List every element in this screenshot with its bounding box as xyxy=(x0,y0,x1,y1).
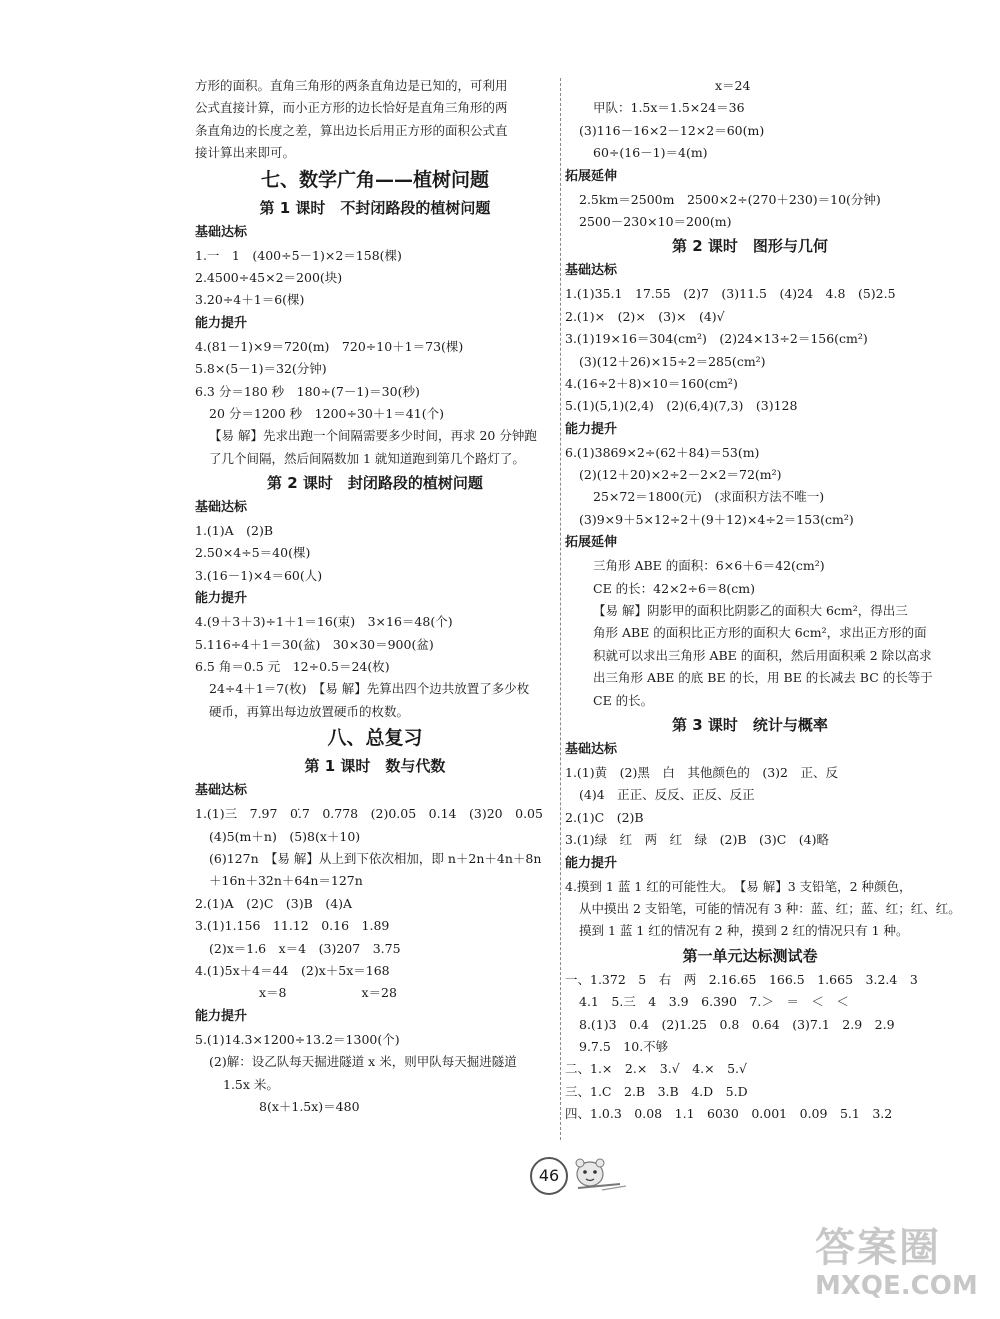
answer-line: x＝24 xyxy=(715,78,751,93)
answer-line: 5.(1)14.3×1200÷13.2＝1300(个) xyxy=(195,1031,400,1047)
answer-line: 1.一 1 (400÷5－1)×2＝158(棵) xyxy=(195,247,402,263)
section-heading: 能力提升 xyxy=(195,315,248,331)
intro-line: 条直角边的长度之差，算出边长后用正方形的面积公式直 xyxy=(195,122,508,138)
watermark-text-top: 答案圈 xyxy=(815,1225,941,1271)
answer-line: (2)解：设乙队每天掘进隧道 x 米，则甲队每天掘进隧道 xyxy=(209,1054,517,1070)
answer-line: 4.1 5.三 4 3.9 6.390 7.＞ ＝ ＜ ＜ xyxy=(579,994,849,1010)
answer-line: 一、1.372 5 右 两 2.16.65 166.5 1.665 3.2.4 3 xyxy=(565,971,918,987)
answer-line: 8.(1)3 0.4 (2)1.25 0.8 0.64 (3)7.1 2.9 2.9 xyxy=(579,1016,895,1032)
answer-line: (4)5(m＋n) (5)8(x＋10) xyxy=(209,828,361,844)
explanation-line: 【易 解】先求出跑一个间隔需要多少时间，再求 20 分钟跑 xyxy=(209,428,537,444)
lesson-title: 第 3 课时 统计与概率 xyxy=(672,715,828,734)
column-divider xyxy=(560,78,561,1140)
section-heading: 基础达标 xyxy=(565,741,618,757)
answer-line: 25×72＝1800(元) (求面积方法不唯一) xyxy=(593,489,825,505)
watermark-logo xyxy=(815,1225,995,1315)
answer-line: 6.5 角＝0.5 元 12÷0.5＝24(枚) xyxy=(195,659,390,675)
answer-line: (3)(12＋26)×15÷2＝285(cm²) xyxy=(579,353,766,369)
answer-line: 3.(1)1.156 11.12 0.16 1.89 xyxy=(195,918,390,934)
section-heading: 基础达标 xyxy=(565,263,618,279)
answer-line: 5.8×(5－1)＝32(分钟) xyxy=(195,361,327,377)
explanation-line: 从中摸出 2 支铅笔，可能的情况有 3 种：蓝、红；蓝、红；红、红。 xyxy=(579,900,961,916)
answer-line: 2.5km＝2500m 2500×2÷(270＋230)＝10(分钟) xyxy=(579,191,881,207)
page-number: 46 xyxy=(530,1157,568,1195)
answer-line: 2.(1)A (2)C (3)B (4)A xyxy=(195,895,353,911)
answer-line: 三角形 ABE 的面积：6×6＋6＝42(cm²) xyxy=(593,558,825,574)
section-heading: 能力提升 xyxy=(195,591,248,607)
answer-line: 60÷(16－1)＝4(m) xyxy=(593,145,708,161)
explanation-line: 【易 解】阴影甲的面积比阴影乙的面积大 6cm²，得出三 xyxy=(593,603,908,619)
answer-line: 4.(1)5x＋4＝44 (2)x＋5x＝168 xyxy=(195,962,390,978)
answer-line: 9.7.5 10.不够 xyxy=(579,1038,669,1054)
chapter-title: 七、数学广角——植树问题 xyxy=(260,168,489,191)
answer-line: 4.(16÷2＋8)×10＝160(cm²) xyxy=(565,375,738,391)
answer-line: 1.(1)A (2)B xyxy=(195,523,274,539)
lesson-title: 第 1 课时 不封闭路段的植树问题 xyxy=(259,198,491,217)
lesson-title: 第 2 课时 封闭路段的植树问题 xyxy=(267,474,483,493)
answer-line: (2)(12＋20)×2÷2－2×2＝72(m²) xyxy=(579,467,782,483)
explanation-line: 了几个间隔，然后间隔数加 1 就知道跑到第几个路灯了。 xyxy=(209,450,525,466)
mascot-icon xyxy=(568,1150,628,1196)
answer-line: 20 分＝1200 秒 1200÷30＋1＝41(个) xyxy=(209,405,444,421)
answer-line: 2.(1)× (2)× (3)× (4)√ xyxy=(565,308,725,324)
answer-line: (4)4 正正、反反、正反、反正 xyxy=(579,787,755,803)
answer-line: 24÷4＋1＝7(枚) 【易 解】先算出四个边共放置了多少枚 xyxy=(209,681,530,697)
answer-line: 8(x＋1.5x)＝480 xyxy=(259,1098,360,1114)
watermark-text-bottom: MXQE.COM xyxy=(815,1271,978,1301)
section-heading: 拓展延伸 xyxy=(565,535,618,551)
answer-line: 2.4500÷45×2＝200(块) xyxy=(195,269,343,285)
answer-line: (3)116－16×2－12×2＝60(m) xyxy=(579,122,765,138)
answer-line: 3.20÷4＋1＝6(棵) xyxy=(195,292,305,308)
explanation-line: 积就可以求出三角形 ABE 的面积，然后用面积乘 2 除以高求 xyxy=(593,647,932,663)
answer-line: (2)x＝1.6 x＝4 (3)207 3.75 xyxy=(209,940,401,956)
section-heading: 能力提升 xyxy=(565,855,618,871)
answer-line: 2.(1)C (2)B xyxy=(565,809,644,825)
answer-line: 1.(1)黄 (2)黑 白 其他颜色的 (3)2 正、反 xyxy=(565,764,838,780)
section-heading: 基础达标 xyxy=(195,224,248,240)
section-heading: 基础达标 xyxy=(195,783,248,799)
answer-line: 3.(1)绿 红 两 红 绿 (2)B (3)C (4)略 xyxy=(565,832,830,848)
answer-line: (3)9×9＋5×12÷2＋(9＋12)×4÷2＝153(cm²) xyxy=(579,511,854,527)
lesson-title: 第 1 课时 数与代数 xyxy=(304,757,446,776)
answer-line: 1.(1)35.1 17.55 (2)7 (3)11.5 (4)24 4.8 (5)2.5 xyxy=(565,286,896,302)
answer-line: 1.(1)三 7.97 0.̇7 0.778 (2)0.05 0.14 (3)20 0.05 xyxy=(195,806,543,822)
answer-line: 四、1.0.3 0.08 1.1 6030 0.001 0.09 5.1 3.2 xyxy=(565,1106,893,1122)
answer-line: 2500－230×10＝200(m) xyxy=(579,213,732,229)
answer-line: 3.(1)19×16＝304(cm²) (2)24×13÷2＝156(cm²) xyxy=(565,331,868,347)
lesson-title: 第 2 课时 图形与几何 xyxy=(672,237,828,256)
answer-line: ＋16n＋32n＋64n＝127n xyxy=(209,873,363,889)
answer-line: 二、1.× 2.× 3.√ 4.× 5.√ xyxy=(565,1061,747,1077)
explanation-line: CE 的长。 xyxy=(593,692,654,708)
intro-line: 公式直接计算，而小正方形的边长恰好是直角三角形的两 xyxy=(195,100,508,116)
intro-line: 方形的面积。直角三角形的两条直角边是已知的，可利用 xyxy=(195,78,508,93)
section-heading: 基础达标 xyxy=(195,500,248,516)
section-heading: 能力提升 xyxy=(565,421,618,437)
section-heading: 能力提升 xyxy=(195,1008,248,1024)
answer-line: 2.50×4÷5＝40(棵) xyxy=(195,545,311,561)
answer-line: 4.(81－1)×9＝720(m) 720÷10＋1＝73(棵) xyxy=(195,338,464,354)
answer-line: 1.5x 米。 xyxy=(223,1076,279,1092)
answer-line: 4.(9＋3＋3)÷1＋1＝16(束) 3×16＝48(个) xyxy=(195,614,453,630)
explanation-line: 摸到 1 蓝 1 红的情况有 2 种，摸到 2 红的情况只有 1 种。 xyxy=(579,923,909,939)
answer-line: 三、1.C 2.B 3.B 4.D 5.D xyxy=(565,1083,748,1099)
explanation-line: 角形 ABE 的面积比正方形的面积大 6cm²，求出正方形的面 xyxy=(593,625,927,641)
right-column xyxy=(565,75,961,1125)
explanation-line: 硬币，再算出每边放置硬币的枚数。 xyxy=(209,703,410,719)
answer-line: 6.(1)3869×2÷(62＋84)＝53(m) xyxy=(565,444,760,460)
answer-line: x＝8 x＝28 xyxy=(259,985,397,1001)
test-title: 第一单元达标测试卷 xyxy=(682,946,818,965)
answer-line: 5.116÷4＋1＝30(盆) 30×30＝900(盆) xyxy=(195,636,434,652)
answer-line: 5.(1)(5,1)(2,4) (2)(6,4)(7,3) (3)128 xyxy=(565,398,798,414)
left-column xyxy=(195,75,555,1118)
answer-line: 3.(16－1)×4＝60(人) xyxy=(195,567,323,583)
answer-line: 甲队：1.5x＝1.5×24＝36 xyxy=(593,100,745,116)
answer-line: (6)127n 【易 解】从上到下依次相加，即 n＋2n＋4n＋8n xyxy=(209,850,542,866)
answer-line: 6.3 分＝180 秒 180÷(7－1)＝30(秒) xyxy=(195,383,420,399)
explanation-line: 出三角形 ABE 的底 BE 的长，用 BE 的长减去 BC 的长等于 xyxy=(593,670,933,686)
intro-line: 接计算出来即可。 xyxy=(195,145,296,161)
section-heading: 拓展延伸 xyxy=(565,168,618,184)
answer-line: 4.摸到 1 蓝 1 红的可能性大。 【易 解】3 支铅笔，2 种颜色， xyxy=(565,878,912,894)
answer-line: CE 的长：42×2÷6＝8(cm) xyxy=(593,580,755,596)
chapter-title: 八、总复习 xyxy=(327,727,423,750)
